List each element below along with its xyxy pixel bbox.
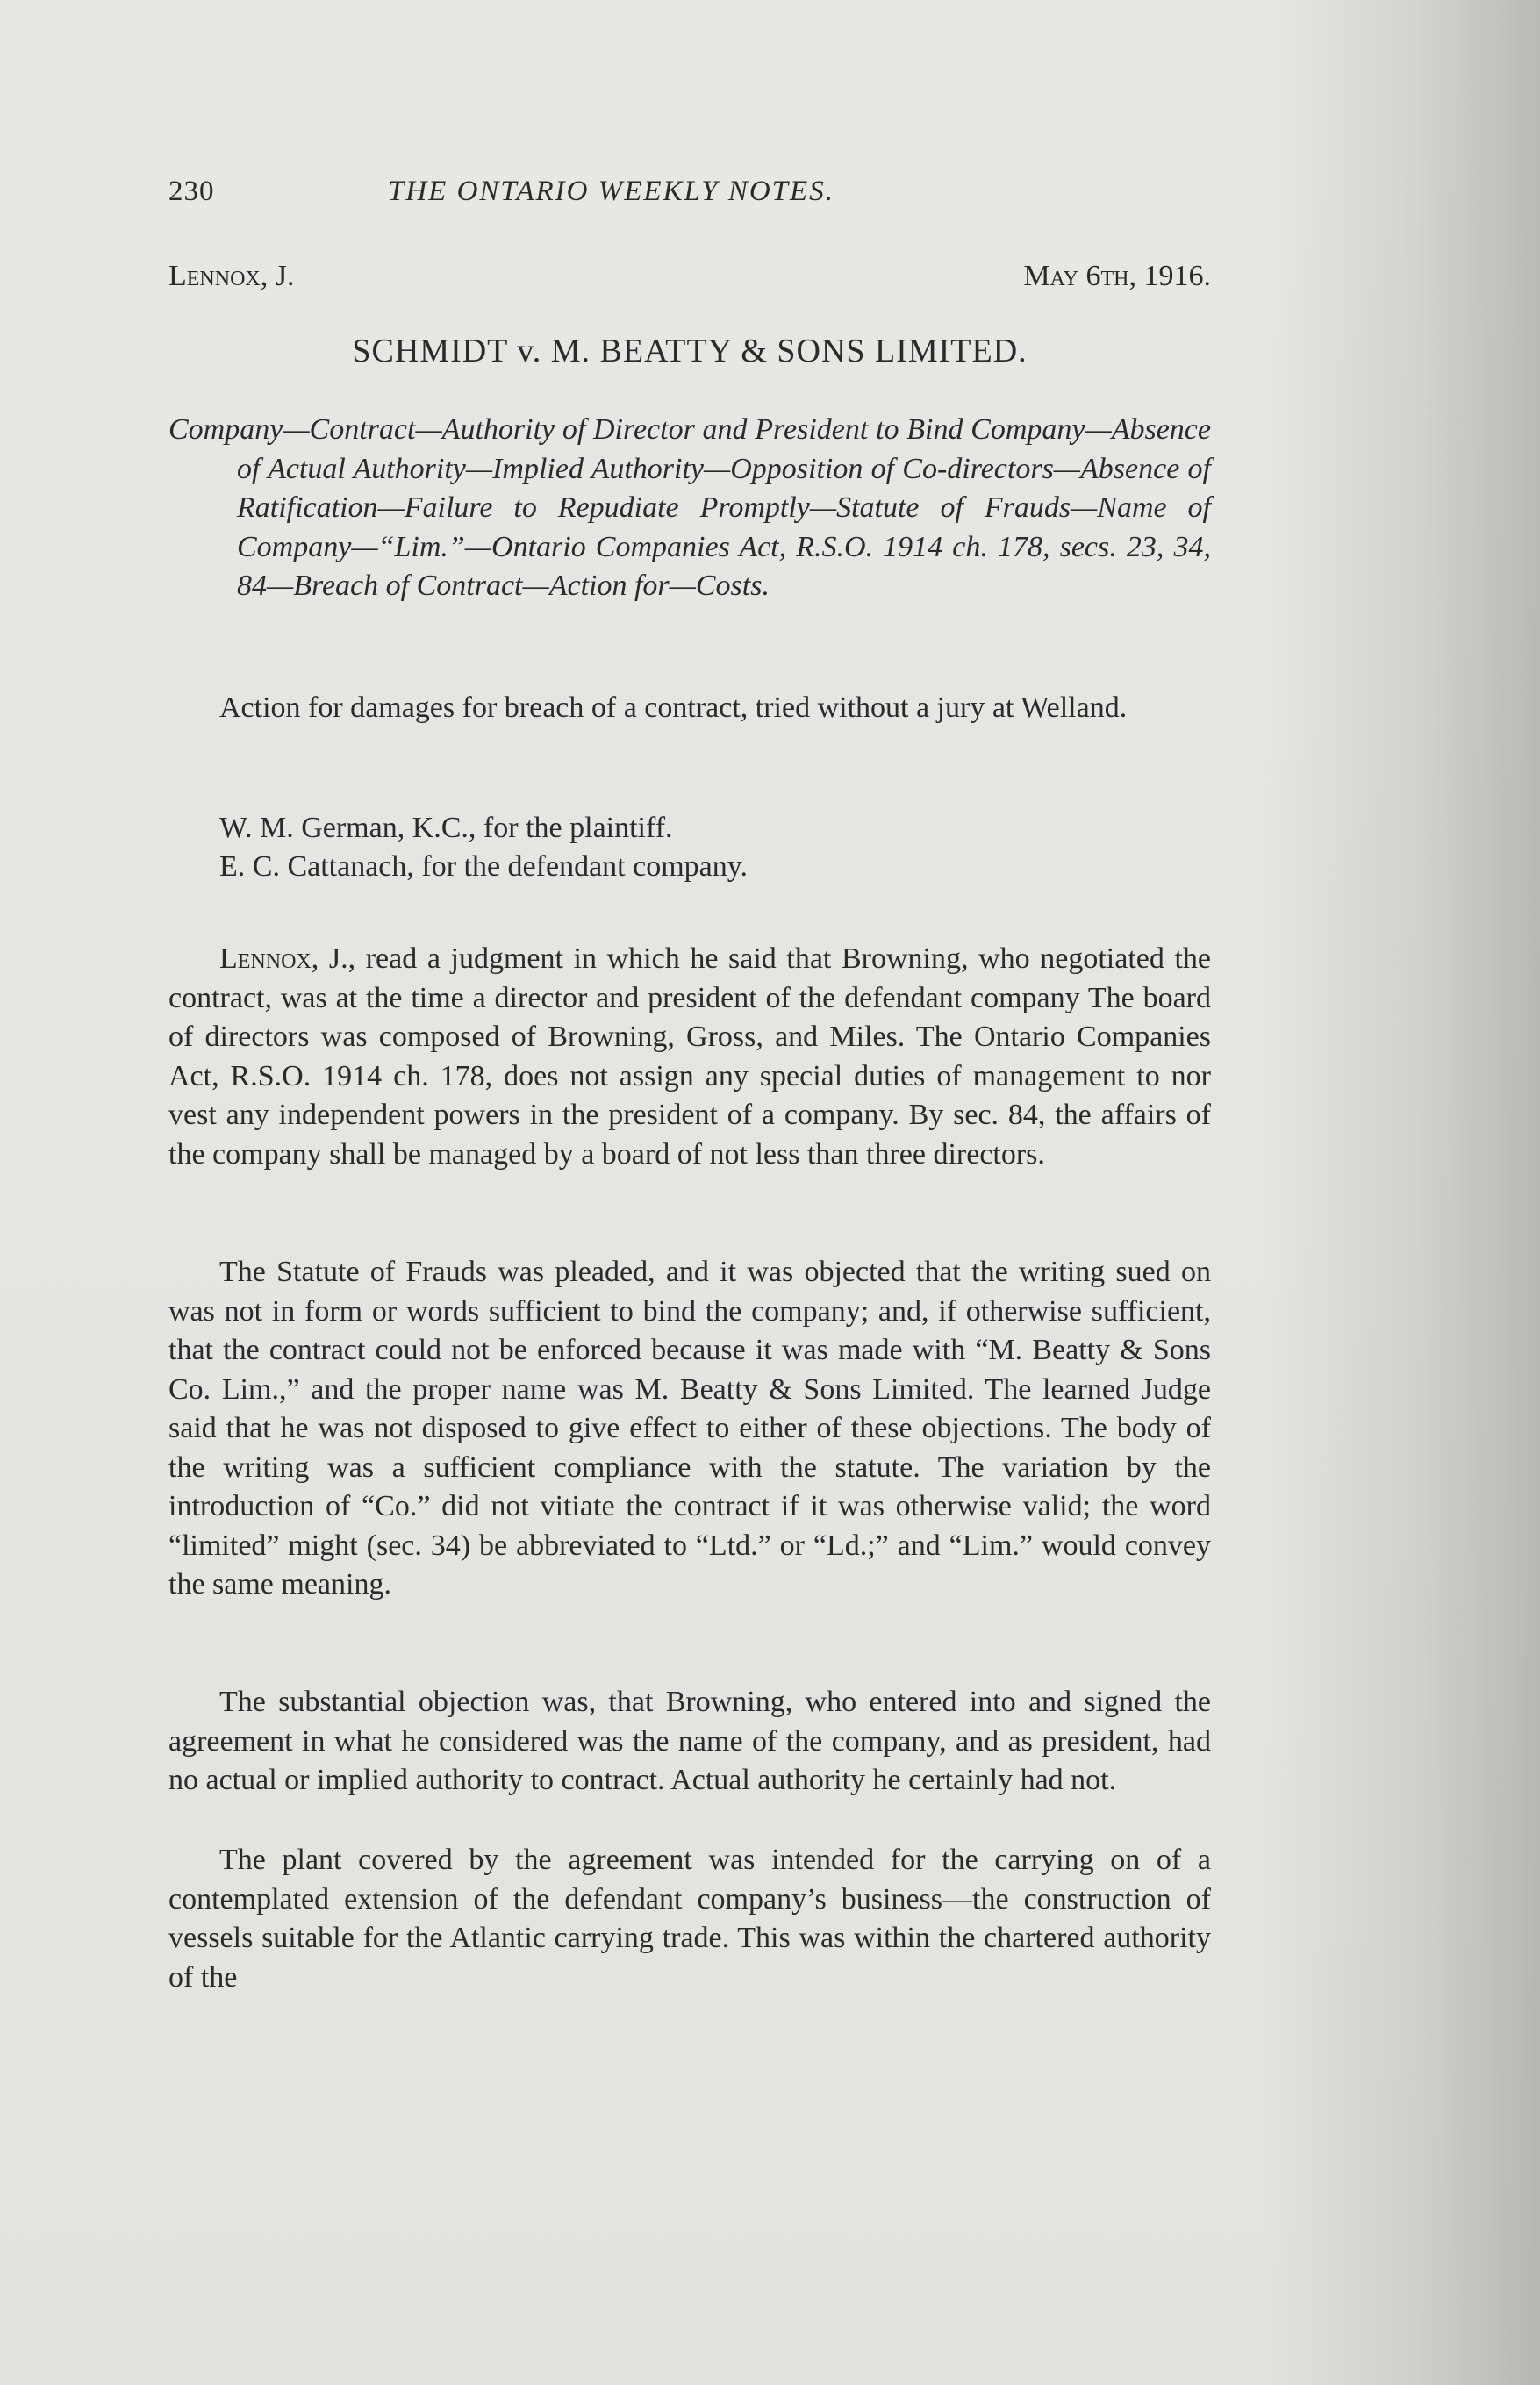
running-head	[168, 175, 1221, 228]
case-title: SCHMIDT v. M. BEATTY & SONS LIMITED.	[352, 333, 1028, 369]
opening-judge-name: Lennox, J.	[219, 942, 348, 975]
body-paragraph-1-text: , read a judgment in which he said that Browning, who negotiated the contract, was at the time a director and president of the defendant company The board of directors was composed of Browning, Gross, and Miles. The Ontario Companies Act, R.S.O. 1914 ch. 178, does not assign any special duties of management to nor vest any independent powers in the president of a company. By sec. 84, the affairs of the company shall be managed by a board of not less than three directors.	[168, 942, 1211, 1171]
body-paragraph-4: The plant covered by the agreement was intended for the carrying on of a contemplated extension of the defendant company’s business—the construction of vessels suitable for the Atlantic carrying trade. This was within the chartered authority of the	[168, 1844, 1211, 1994]
counsel-plaintiff: W. M. German, K.C., for the plaintiff.	[219, 812, 673, 844]
body-paragraph-2: The Statute of Frauds was pleaded, and it was objected that the writing sued on was not in form or words sufficient to bind the company; and, if otherwise sufficient, that the contract could not be enforced because it was made with “M. Beatty & Sons Co. Lim.,” and the proper name was M. Beatty & Sons Limited. The learned Judge said that he was not disposed to give effect to either of these objections. The body of the writing was a sufficient compliance with the statute. The variation by the introduction of “Co.” did not vitiate the contract if it was otherwise valid; the word “limited” might (sec. 34) be abbreviated to “Ltd.” or “Ld.;” and “Lim.” would convey the same meaning.	[168, 1256, 1211, 1601]
headnote	[168, 411, 1211, 606]
body-paragraph-3: The substantial objection was, that Browning, who entered into and signed the agreement in what he considered was the name of the company, and as president, had no actual or implied authority to contract. Actual authority he certainly had not.	[168, 1686, 1211, 1796]
action-paragraph: Action for damages for breach of a contract, tried without a jury at Welland.	[219, 691, 1128, 724]
journal-title: THE ONTARIO WEEKLY NOTES.	[388, 175, 834, 207]
judge-line	[168, 260, 1211, 293]
judgment-date: May 6th, 1916.	[1023, 260, 1211, 292]
body-paragraph-1	[168, 940, 1211, 1174]
counsel-defendant: E. C. Cattanach, for the defendant company.	[219, 850, 749, 883]
judge-name: Lennox, J.	[168, 260, 295, 292]
page-number: 230	[168, 175, 215, 207]
headnote-text: Company—Contract—Authority of Director and President to Bind Company—Absence of Actual Authority—Implied Authority—Opposition of Co-directors—Absence of Ratification—Failure to Repudiate Promptly—Statute of Frauds—Name of Company—“Lim.”—Ontario Companies Act, R.S.O. 1914 ch. 178, secs. 23, 34, 84—Breach of Contract—Action for—Costs.	[168, 413, 1211, 602]
